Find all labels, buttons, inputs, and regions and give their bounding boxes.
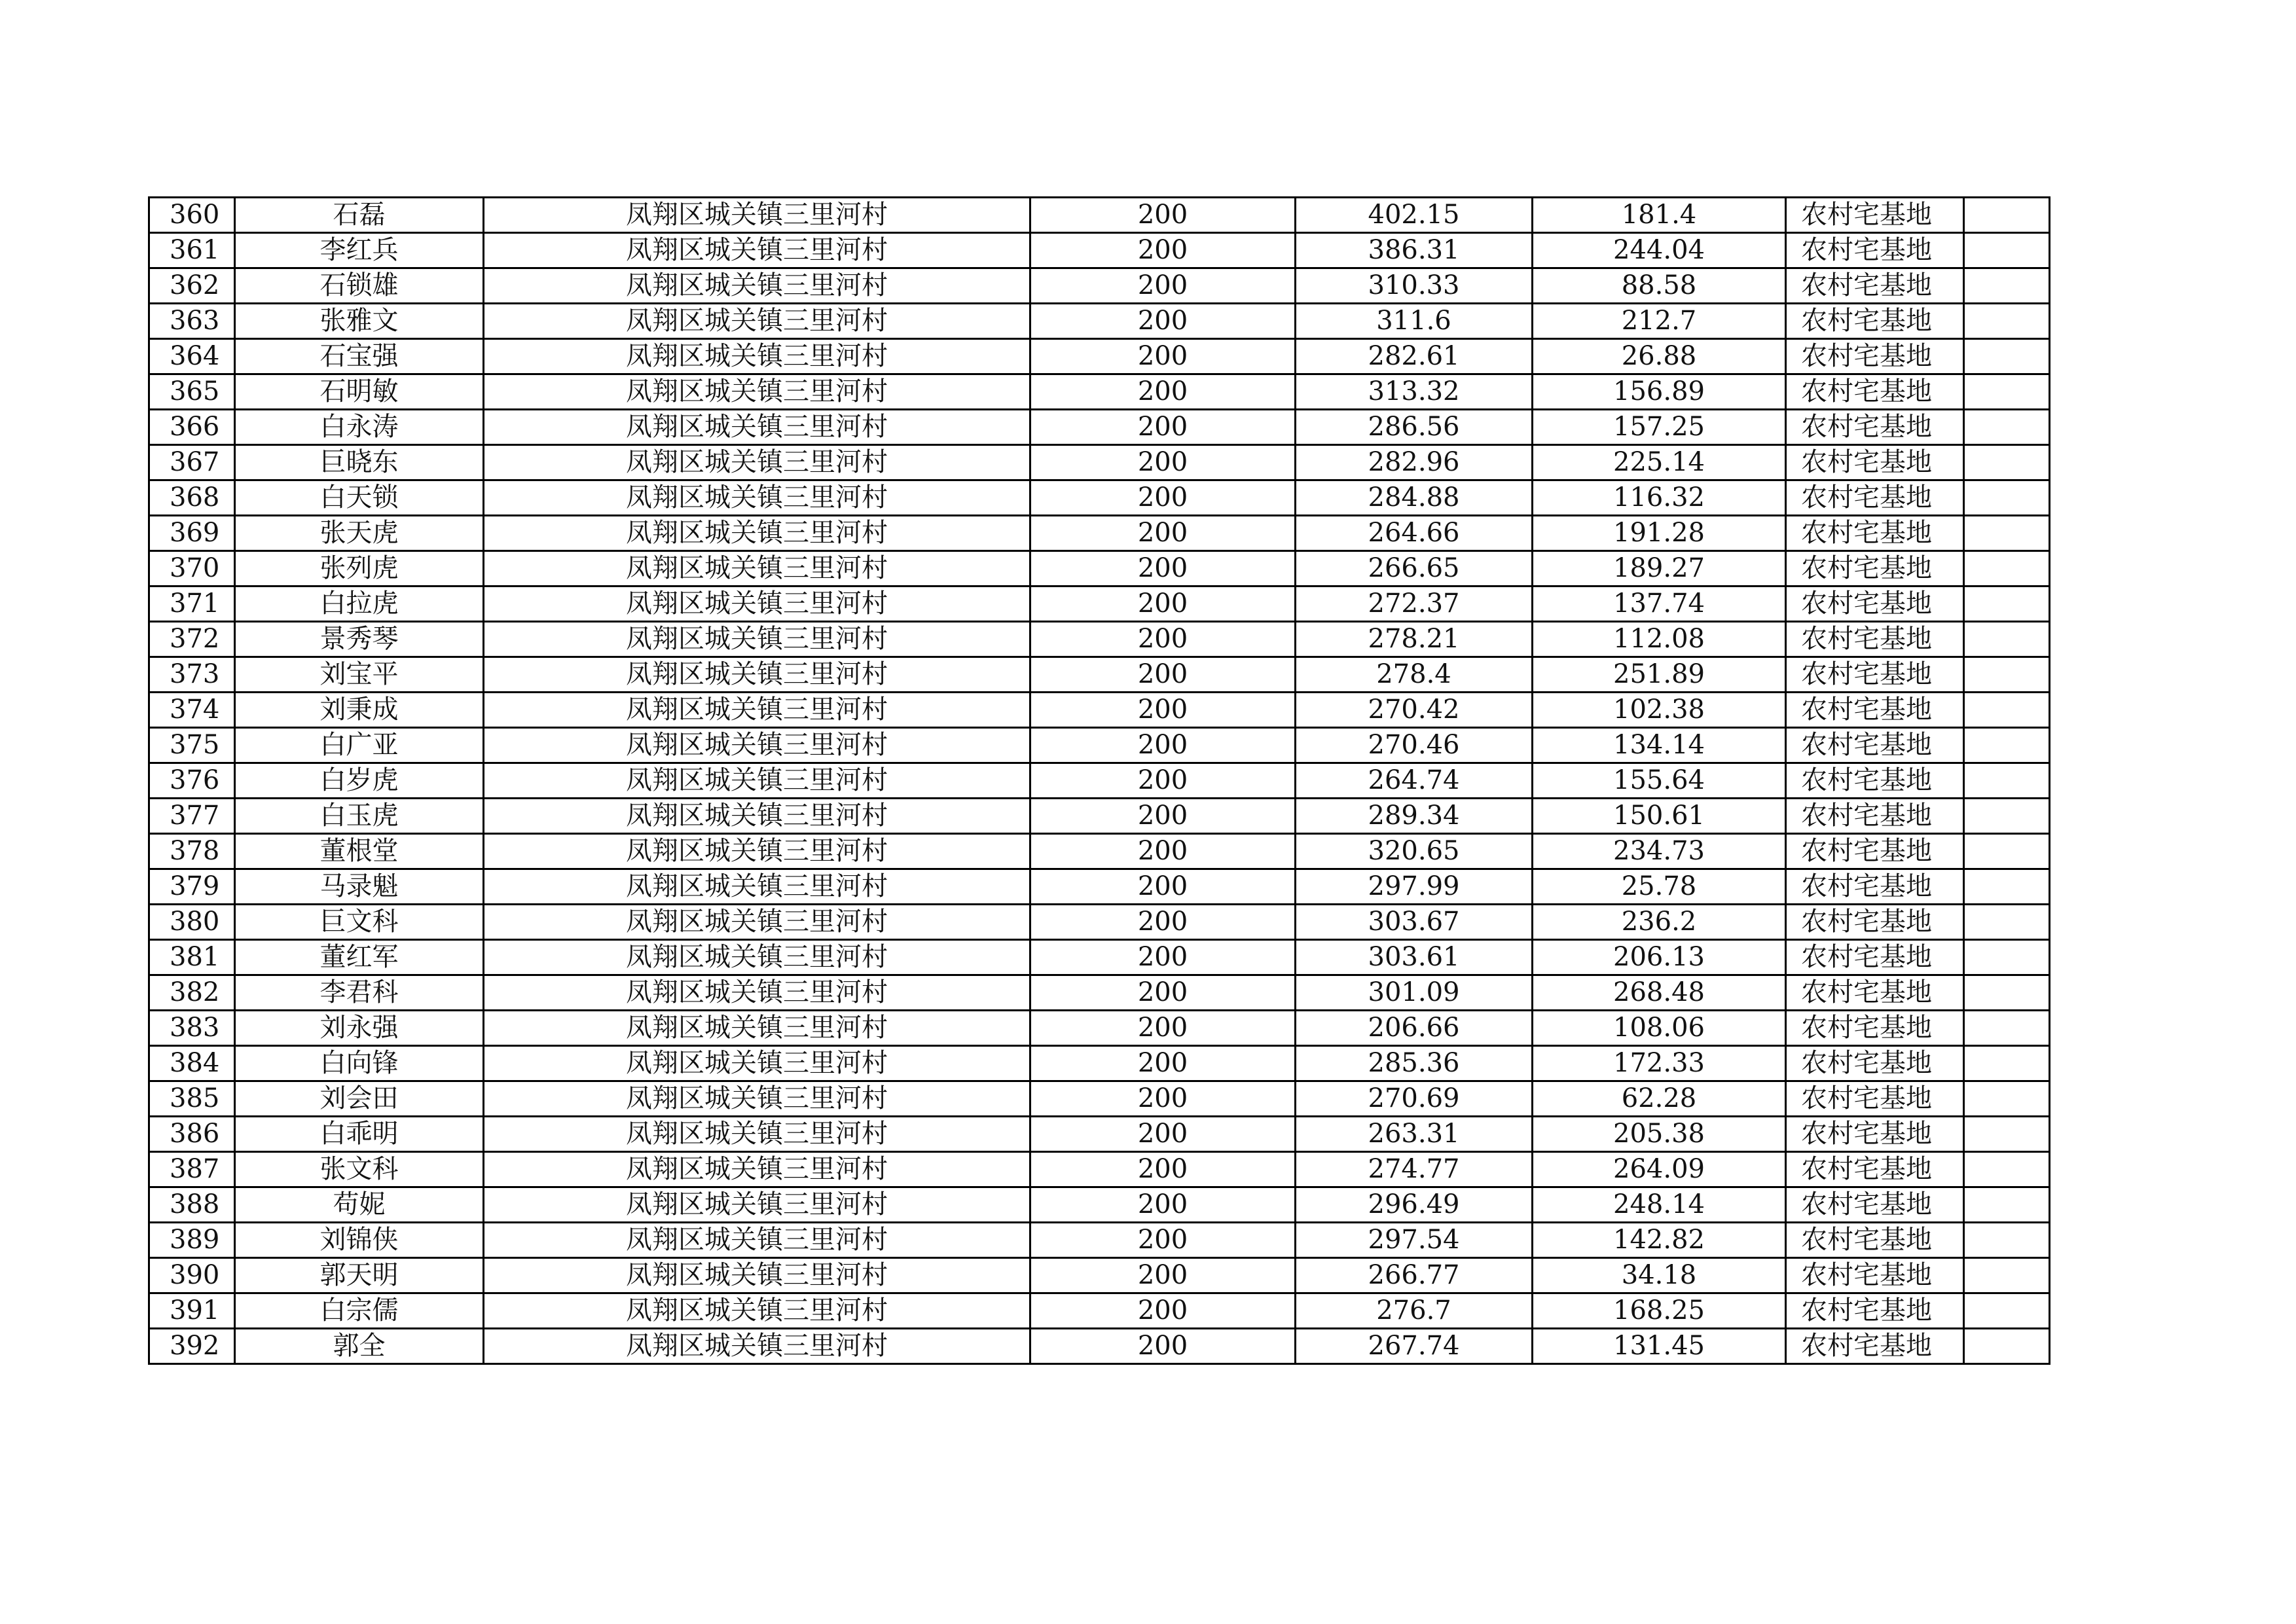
row-number-cell: 376 — [149, 763, 235, 799]
land-type-cell: 农村宅基地 — [1786, 445, 1964, 480]
land-area-cell: 278.4 — [1296, 657, 1533, 693]
address-cell: 凤翔区城关镇三里河村 — [484, 551, 1030, 586]
standard-area-cell: 200 — [1030, 268, 1296, 304]
land-area-cell: 311.6 — [1296, 304, 1533, 339]
land-area-cell: 301.09 — [1296, 975, 1533, 1011]
table-row — [149, 1046, 2050, 1081]
land-type-cell: 农村宅基地 — [1786, 728, 1964, 763]
note-cell — [1964, 1223, 2050, 1258]
row-number-cell: 379 — [149, 869, 235, 905]
table-row — [149, 869, 2050, 905]
row-number-cell: 374 — [149, 693, 235, 728]
land-type-cell: 农村宅基地 — [1786, 1258, 1964, 1293]
standard-area-cell: 200 — [1030, 339, 1296, 374]
building-area-cell: 108.06 — [1533, 1011, 1786, 1046]
building-area-cell: 248.14 — [1533, 1187, 1786, 1223]
address-cell: 凤翔区城关镇三里河村 — [484, 975, 1030, 1011]
land-type-cell: 农村宅基地 — [1786, 975, 1964, 1011]
row-number-cell: 383 — [149, 1011, 235, 1046]
standard-area-cell: 200 — [1030, 1329, 1296, 1364]
owner-name-cell: 白玉虎 — [235, 799, 484, 834]
building-area-cell: 131.45 — [1533, 1329, 1786, 1364]
building-area-cell: 26.88 — [1533, 339, 1786, 374]
land-area-cell: 285.36 — [1296, 1046, 1533, 1081]
owner-name-cell: 白永涛 — [235, 410, 484, 445]
land-type-cell: 农村宅基地 — [1786, 233, 1964, 268]
land-type-cell: 农村宅基地 — [1786, 374, 1964, 410]
land-area-cell: 303.67 — [1296, 905, 1533, 940]
note-cell — [1964, 1011, 2050, 1046]
land-type-cell: 农村宅基地 — [1786, 869, 1964, 905]
address-cell: 凤翔区城关镇三里河村 — [484, 763, 1030, 799]
row-number-cell: 392 — [149, 1329, 235, 1364]
address-cell: 凤翔区城关镇三里河村 — [484, 799, 1030, 834]
owner-name-cell: 景秀琴 — [235, 622, 484, 657]
building-area-cell: 112.08 — [1533, 622, 1786, 657]
building-area-cell: 251.89 — [1533, 657, 1786, 693]
table-row — [149, 586, 2050, 622]
land-registry-table — [148, 196, 2050, 1365]
land-area-cell: 266.65 — [1296, 551, 1533, 586]
standard-area-cell: 200 — [1030, 905, 1296, 940]
note-cell — [1964, 905, 2050, 940]
building-area-cell: 191.28 — [1533, 516, 1786, 551]
owner-name-cell: 巨文科 — [235, 905, 484, 940]
table-row — [149, 1187, 2050, 1223]
land-area-cell: 297.99 — [1296, 869, 1533, 905]
standard-area-cell: 200 — [1030, 1152, 1296, 1187]
note-cell — [1964, 374, 2050, 410]
row-number-cell: 366 — [149, 410, 235, 445]
land-type-cell: 农村宅基地 — [1786, 586, 1964, 622]
land-type-cell: 农村宅基地 — [1786, 940, 1964, 975]
land-type-cell: 农村宅基地 — [1786, 622, 1964, 657]
land-area-cell: 264.74 — [1296, 763, 1533, 799]
owner-name-cell: 石明敏 — [235, 374, 484, 410]
owner-name-cell: 马录魁 — [235, 869, 484, 905]
table-row — [149, 480, 2050, 516]
land-area-cell: 270.42 — [1296, 693, 1533, 728]
standard-area-cell: 200 — [1030, 233, 1296, 268]
building-area-cell: 172.33 — [1533, 1046, 1786, 1081]
note-cell — [1964, 869, 2050, 905]
building-area-cell: 62.28 — [1533, 1081, 1786, 1117]
owner-name-cell: 郭全 — [235, 1329, 484, 1364]
land-area-cell: 266.77 — [1296, 1258, 1533, 1293]
building-area-cell: 234.73 — [1533, 834, 1786, 869]
row-number-cell: 378 — [149, 834, 235, 869]
standard-area-cell: 200 — [1030, 763, 1296, 799]
standard-area-cell: 200 — [1030, 198, 1296, 233]
land-type-cell: 农村宅基地 — [1786, 1329, 1964, 1364]
land-area-cell: 272.37 — [1296, 586, 1533, 622]
note-cell — [1964, 1187, 2050, 1223]
address-cell: 凤翔区城关镇三里河村 — [484, 1223, 1030, 1258]
table-row — [149, 1293, 2050, 1329]
note-cell — [1964, 304, 2050, 339]
address-cell: 凤翔区城关镇三里河村 — [484, 905, 1030, 940]
land-type-cell: 农村宅基地 — [1786, 1187, 1964, 1223]
building-area-cell: 244.04 — [1533, 233, 1786, 268]
row-number-cell: 369 — [149, 516, 235, 551]
owner-name-cell: 巨晓东 — [235, 445, 484, 480]
row-number-cell: 386 — [149, 1117, 235, 1152]
table-row — [149, 1011, 2050, 1046]
land-type-cell: 农村宅基地 — [1786, 198, 1964, 233]
land-area-cell: 297.54 — [1296, 1223, 1533, 1258]
standard-area-cell: 200 — [1030, 799, 1296, 834]
standard-area-cell: 200 — [1030, 1011, 1296, 1046]
standard-area-cell: 200 — [1030, 410, 1296, 445]
row-number-cell: 377 — [149, 799, 235, 834]
table-row — [149, 374, 2050, 410]
table-row — [149, 657, 2050, 693]
table-row — [149, 975, 2050, 1011]
row-number-cell: 390 — [149, 1258, 235, 1293]
row-number-cell: 368 — [149, 480, 235, 516]
note-cell — [1964, 551, 2050, 586]
note-cell — [1964, 233, 2050, 268]
building-area-cell: 156.89 — [1533, 374, 1786, 410]
owner-name-cell: 张雅文 — [235, 304, 484, 339]
note-cell — [1964, 516, 2050, 551]
land-area-cell: 296.49 — [1296, 1187, 1533, 1223]
row-number-cell: 363 — [149, 304, 235, 339]
table-row — [149, 763, 2050, 799]
standard-area-cell: 200 — [1030, 1258, 1296, 1293]
land-area-cell: 284.88 — [1296, 480, 1533, 516]
table-row — [149, 445, 2050, 480]
row-number-cell: 364 — [149, 339, 235, 374]
land-type-cell: 农村宅基地 — [1786, 1152, 1964, 1187]
table-row — [149, 834, 2050, 869]
land-area-cell: 264.66 — [1296, 516, 1533, 551]
standard-area-cell: 200 — [1030, 374, 1296, 410]
address-cell: 凤翔区城关镇三里河村 — [484, 1046, 1030, 1081]
land-area-cell: 289.34 — [1296, 799, 1533, 834]
standard-area-cell: 200 — [1030, 1223, 1296, 1258]
table-row — [149, 410, 2050, 445]
owner-name-cell: 白乖明 — [235, 1117, 484, 1152]
address-cell: 凤翔区城关镇三里河村 — [484, 1187, 1030, 1223]
note-cell — [1964, 410, 2050, 445]
address-cell: 凤翔区城关镇三里河村 — [484, 480, 1030, 516]
owner-name-cell: 白宗儒 — [235, 1293, 484, 1329]
table-row — [149, 304, 2050, 339]
note-cell — [1964, 799, 2050, 834]
note-cell — [1964, 268, 2050, 304]
land-area-cell: 270.69 — [1296, 1081, 1533, 1117]
standard-area-cell: 200 — [1030, 834, 1296, 869]
land-type-cell: 农村宅基地 — [1786, 1011, 1964, 1046]
owner-name-cell: 刘锦侠 — [235, 1223, 484, 1258]
address-cell: 凤翔区城关镇三里河村 — [484, 1117, 1030, 1152]
land-type-cell: 农村宅基地 — [1786, 1223, 1964, 1258]
note-cell — [1964, 1329, 2050, 1364]
row-number-cell: 380 — [149, 905, 235, 940]
standard-area-cell: 200 — [1030, 975, 1296, 1011]
row-number-cell: 360 — [149, 198, 235, 233]
standard-area-cell: 200 — [1030, 480, 1296, 516]
building-area-cell: 155.64 — [1533, 763, 1786, 799]
row-number-cell: 389 — [149, 1223, 235, 1258]
land-area-cell: 274.77 — [1296, 1152, 1533, 1187]
owner-name-cell: 苟妮 — [235, 1187, 484, 1223]
land-type-cell: 农村宅基地 — [1786, 410, 1964, 445]
standard-area-cell: 200 — [1030, 1117, 1296, 1152]
address-cell: 凤翔区城关镇三里河村 — [484, 516, 1030, 551]
table-row — [149, 693, 2050, 728]
row-number-cell: 387 — [149, 1152, 235, 1187]
address-cell: 凤翔区城关镇三里河村 — [484, 1152, 1030, 1187]
building-area-cell: 150.61 — [1533, 799, 1786, 834]
land-type-cell: 农村宅基地 — [1786, 480, 1964, 516]
land-area-cell: 320.65 — [1296, 834, 1533, 869]
standard-area-cell: 200 — [1030, 551, 1296, 586]
row-number-cell: 381 — [149, 940, 235, 975]
building-area-cell: 264.09 — [1533, 1152, 1786, 1187]
row-number-cell: 362 — [149, 268, 235, 304]
land-type-cell: 农村宅基地 — [1786, 1081, 1964, 1117]
table-row — [149, 233, 2050, 268]
table-body — [149, 198, 2050, 1364]
land-type-cell: 农村宅基地 — [1786, 1117, 1964, 1152]
land-type-cell: 农村宅基地 — [1786, 339, 1964, 374]
address-cell: 凤翔区城关镇三里河村 — [484, 374, 1030, 410]
note-cell — [1964, 1081, 2050, 1117]
standard-area-cell: 200 — [1030, 728, 1296, 763]
table-row — [149, 198, 2050, 233]
row-number-cell: 373 — [149, 657, 235, 693]
table-row — [149, 1329, 2050, 1364]
address-cell: 凤翔区城关镇三里河村 — [484, 445, 1030, 480]
address-cell: 凤翔区城关镇三里河村 — [484, 339, 1030, 374]
land-area-cell: 286.56 — [1296, 410, 1533, 445]
address-cell: 凤翔区城关镇三里河村 — [484, 304, 1030, 339]
row-number-cell: 382 — [149, 975, 235, 1011]
standard-area-cell: 200 — [1030, 445, 1296, 480]
land-area-cell: 386.31 — [1296, 233, 1533, 268]
table-row — [149, 1152, 2050, 1187]
row-number-cell: 385 — [149, 1081, 235, 1117]
land-type-cell: 农村宅基地 — [1786, 657, 1964, 693]
owner-name-cell: 刘会田 — [235, 1081, 484, 1117]
table-row — [149, 799, 2050, 834]
address-cell: 凤翔区城关镇三里河村 — [484, 834, 1030, 869]
table-row — [149, 1223, 2050, 1258]
building-area-cell: 142.82 — [1533, 1223, 1786, 1258]
note-cell — [1964, 693, 2050, 728]
owner-name-cell: 李红兵 — [235, 233, 484, 268]
table-row — [149, 1117, 2050, 1152]
note-cell — [1964, 586, 2050, 622]
address-cell: 凤翔区城关镇三里河村 — [484, 869, 1030, 905]
note-cell — [1964, 1117, 2050, 1152]
note-cell — [1964, 1046, 2050, 1081]
standard-area-cell: 200 — [1030, 869, 1296, 905]
row-number-cell: 367 — [149, 445, 235, 480]
building-area-cell: 225.14 — [1533, 445, 1786, 480]
land-type-cell: 农村宅基地 — [1786, 1293, 1964, 1329]
note-cell — [1964, 940, 2050, 975]
standard-area-cell: 200 — [1030, 586, 1296, 622]
address-cell: 凤翔区城关镇三里河村 — [484, 1258, 1030, 1293]
standard-area-cell: 200 — [1030, 304, 1296, 339]
address-cell: 凤翔区城关镇三里河村 — [484, 1329, 1030, 1364]
address-cell: 凤翔区城关镇三里河村 — [484, 1011, 1030, 1046]
note-cell — [1964, 480, 2050, 516]
row-number-cell: 361 — [149, 233, 235, 268]
land-area-cell: 310.33 — [1296, 268, 1533, 304]
land-area-cell: 270.46 — [1296, 728, 1533, 763]
building-area-cell: 134.14 — [1533, 728, 1786, 763]
land-type-cell: 农村宅基地 — [1786, 516, 1964, 551]
building-area-cell: 102.38 — [1533, 693, 1786, 728]
standard-area-cell: 200 — [1030, 657, 1296, 693]
building-area-cell: 205.38 — [1533, 1117, 1786, 1152]
owner-name-cell: 刘宝平 — [235, 657, 484, 693]
standard-area-cell: 200 — [1030, 1046, 1296, 1081]
note-cell — [1964, 339, 2050, 374]
note-cell — [1964, 1258, 2050, 1293]
address-cell: 凤翔区城关镇三里河村 — [484, 586, 1030, 622]
land-type-cell: 农村宅基地 — [1786, 268, 1964, 304]
address-cell: 凤翔区城关镇三里河村 — [484, 657, 1030, 693]
standard-area-cell: 200 — [1030, 940, 1296, 975]
land-type-cell: 农村宅基地 — [1786, 693, 1964, 728]
standard-area-cell: 200 — [1030, 622, 1296, 657]
building-area-cell: 206.13 — [1533, 940, 1786, 975]
address-cell: 凤翔区城关镇三里河村 — [484, 410, 1030, 445]
standard-area-cell: 200 — [1030, 1293, 1296, 1329]
note-cell — [1964, 622, 2050, 657]
note-cell — [1964, 763, 2050, 799]
address-cell: 凤翔区城关镇三里河村 — [484, 198, 1030, 233]
owner-name-cell: 刘秉成 — [235, 693, 484, 728]
owner-name-cell: 董根堂 — [235, 834, 484, 869]
note-cell — [1964, 1293, 2050, 1329]
owner-name-cell: 郭天明 — [235, 1258, 484, 1293]
land-area-cell: 402.15 — [1296, 198, 1533, 233]
owner-name-cell: 白向锋 — [235, 1046, 484, 1081]
building-area-cell: 25.78 — [1533, 869, 1786, 905]
building-area-cell: 268.48 — [1533, 975, 1786, 1011]
standard-area-cell: 200 — [1030, 516, 1296, 551]
address-cell: 凤翔区城关镇三里河村 — [484, 233, 1030, 268]
row-number-cell: 384 — [149, 1046, 235, 1081]
note-cell — [1964, 975, 2050, 1011]
standard-area-cell: 200 — [1030, 1081, 1296, 1117]
land-area-cell: 282.61 — [1296, 339, 1533, 374]
owner-name-cell: 董红军 — [235, 940, 484, 975]
table-row — [149, 728, 2050, 763]
owner-name-cell: 白岁虎 — [235, 763, 484, 799]
building-area-cell: 168.25 — [1533, 1293, 1786, 1329]
table-row — [149, 905, 2050, 940]
land-area-cell: 276.7 — [1296, 1293, 1533, 1329]
building-area-cell: 137.74 — [1533, 586, 1786, 622]
row-number-cell: 365 — [149, 374, 235, 410]
note-cell — [1964, 657, 2050, 693]
table-row — [149, 516, 2050, 551]
address-cell: 凤翔区城关镇三里河村 — [484, 268, 1030, 304]
table-row — [149, 1258, 2050, 1293]
owner-name-cell: 石宝强 — [235, 339, 484, 374]
address-cell: 凤翔区城关镇三里河村 — [484, 940, 1030, 975]
building-area-cell: 189.27 — [1533, 551, 1786, 586]
building-area-cell: 236.2 — [1533, 905, 1786, 940]
address-cell: 凤翔区城关镇三里河村 — [484, 1293, 1030, 1329]
table-row — [149, 339, 2050, 374]
row-number-cell: 371 — [149, 586, 235, 622]
owner-name-cell: 石锁雄 — [235, 268, 484, 304]
land-area-cell: 206.66 — [1296, 1011, 1533, 1046]
note-cell — [1964, 834, 2050, 869]
row-number-cell: 388 — [149, 1187, 235, 1223]
owner-name-cell: 李君科 — [235, 975, 484, 1011]
owner-name-cell: 石磊 — [235, 198, 484, 233]
land-area-cell: 303.61 — [1296, 940, 1533, 975]
building-area-cell: 116.32 — [1533, 480, 1786, 516]
table-row — [149, 551, 2050, 586]
building-area-cell: 88.58 — [1533, 268, 1786, 304]
address-cell: 凤翔区城关镇三里河村 — [484, 693, 1030, 728]
land-area-cell: 267.74 — [1296, 1329, 1533, 1364]
owner-name-cell: 刘永强 — [235, 1011, 484, 1046]
land-type-cell: 农村宅基地 — [1786, 304, 1964, 339]
land-area-cell: 282.96 — [1296, 445, 1533, 480]
address-cell: 凤翔区城关镇三里河村 — [484, 1081, 1030, 1117]
building-area-cell: 181.4 — [1533, 198, 1786, 233]
land-area-cell: 263.31 — [1296, 1117, 1533, 1152]
land-area-cell: 278.21 — [1296, 622, 1533, 657]
standard-area-cell: 200 — [1030, 693, 1296, 728]
row-number-cell: 372 — [149, 622, 235, 657]
table-row — [149, 622, 2050, 657]
note-cell — [1964, 1152, 2050, 1187]
note-cell — [1964, 728, 2050, 763]
land-type-cell: 农村宅基地 — [1786, 551, 1964, 586]
note-cell — [1964, 198, 2050, 233]
land-area-cell: 313.32 — [1296, 374, 1533, 410]
standard-area-cell: 200 — [1030, 1187, 1296, 1223]
land-type-cell: 农村宅基地 — [1786, 905, 1964, 940]
owner-name-cell: 白拉虎 — [235, 586, 484, 622]
building-area-cell: 157.25 — [1533, 410, 1786, 445]
table-row — [149, 1081, 2050, 1117]
building-area-cell: 212.7 — [1533, 304, 1786, 339]
table-row — [149, 268, 2050, 304]
owner-name-cell: 张文科 — [235, 1152, 484, 1187]
land-type-cell: 农村宅基地 — [1786, 1046, 1964, 1081]
owner-name-cell: 白广亚 — [235, 728, 484, 763]
table-row — [149, 940, 2050, 975]
land-type-cell: 农村宅基地 — [1786, 763, 1964, 799]
land-type-cell: 农村宅基地 — [1786, 834, 1964, 869]
row-number-cell: 375 — [149, 728, 235, 763]
land-type-cell: 农村宅基地 — [1786, 799, 1964, 834]
row-number-cell: 370 — [149, 551, 235, 586]
address-cell: 凤翔区城关镇三里河村 — [484, 728, 1030, 763]
row-number-cell: 391 — [149, 1293, 235, 1329]
note-cell — [1964, 445, 2050, 480]
owner-name-cell: 张列虎 — [235, 551, 484, 586]
owner-name-cell: 白天锁 — [235, 480, 484, 516]
address-cell: 凤翔区城关镇三里河村 — [484, 622, 1030, 657]
owner-name-cell: 张天虎 — [235, 516, 484, 551]
building-area-cell: 34.18 — [1533, 1258, 1786, 1293]
